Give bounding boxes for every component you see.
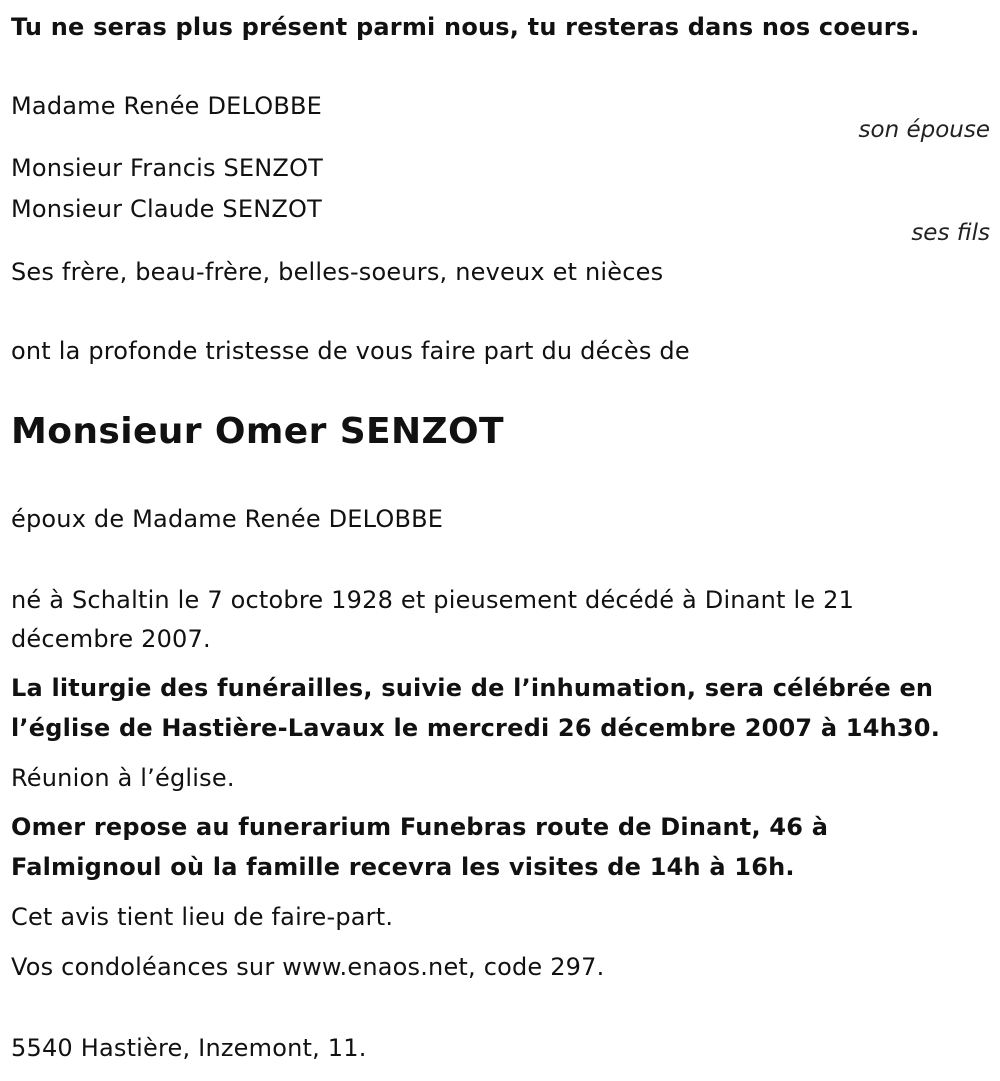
relatives-text: Ses frère, beau-frère, belles-soeurs, neveux et nièces — [11, 258, 664, 286]
spouse-name: Madame Renée DELOBBE — [11, 92, 323, 120]
spouse-role: son épouse — [858, 117, 990, 143]
meeting-text: Réunion à l’église. — [11, 764, 235, 792]
son-name-1: Monsieur Francis SENZOT — [11, 154, 324, 182]
birth-death-line-1: né à Schaltin le 7 octobre 1928 et pieusement décédé à Dinant le 21 — [11, 586, 855, 614]
rest-line-1: Omer repose au funerarium Funebras route de Dinant, 46 à — [11, 813, 829, 841]
birth-death-line-2: décembre 2007. — [11, 625, 211, 653]
notice-text: Cet avis tient lieu de faire-part. — [11, 903, 394, 931]
liturgy-line-2: l’église de Hastière-Lavaux le mercredi 26 décembre 2007 à 14h30. — [11, 714, 941, 742]
liturgy-line-1: La liturgie des funérailles, suivie de l’inhumation, sera célébrée en — [11, 674, 934, 702]
announcement-intro: ont la profonde tristesse de vous faire part du décès de — [11, 337, 690, 365]
address-text: 5540 Hastière, Inzemont, 11. — [11, 1034, 367, 1062]
son-name-2: Monsieur Claude SENZOT — [11, 195, 322, 223]
spouse-of-text: époux de Madame Renée DELOBBE — [11, 505, 444, 533]
rest-line-2: Falmignoul où la famille recevra les visites de 14h à 16h. — [11, 853, 795, 881]
deceased-name: Monsieur Omer SENZOT — [11, 411, 505, 452]
condolences-text: Vos condoléances sur www.enaos.net, code 297. — [11, 953, 605, 981]
epitaph-text: Tu ne seras plus présent parmi nous, tu resteras dans nos coeurs. — [11, 13, 920, 41]
sons-role: ses fils — [911, 220, 990, 246]
